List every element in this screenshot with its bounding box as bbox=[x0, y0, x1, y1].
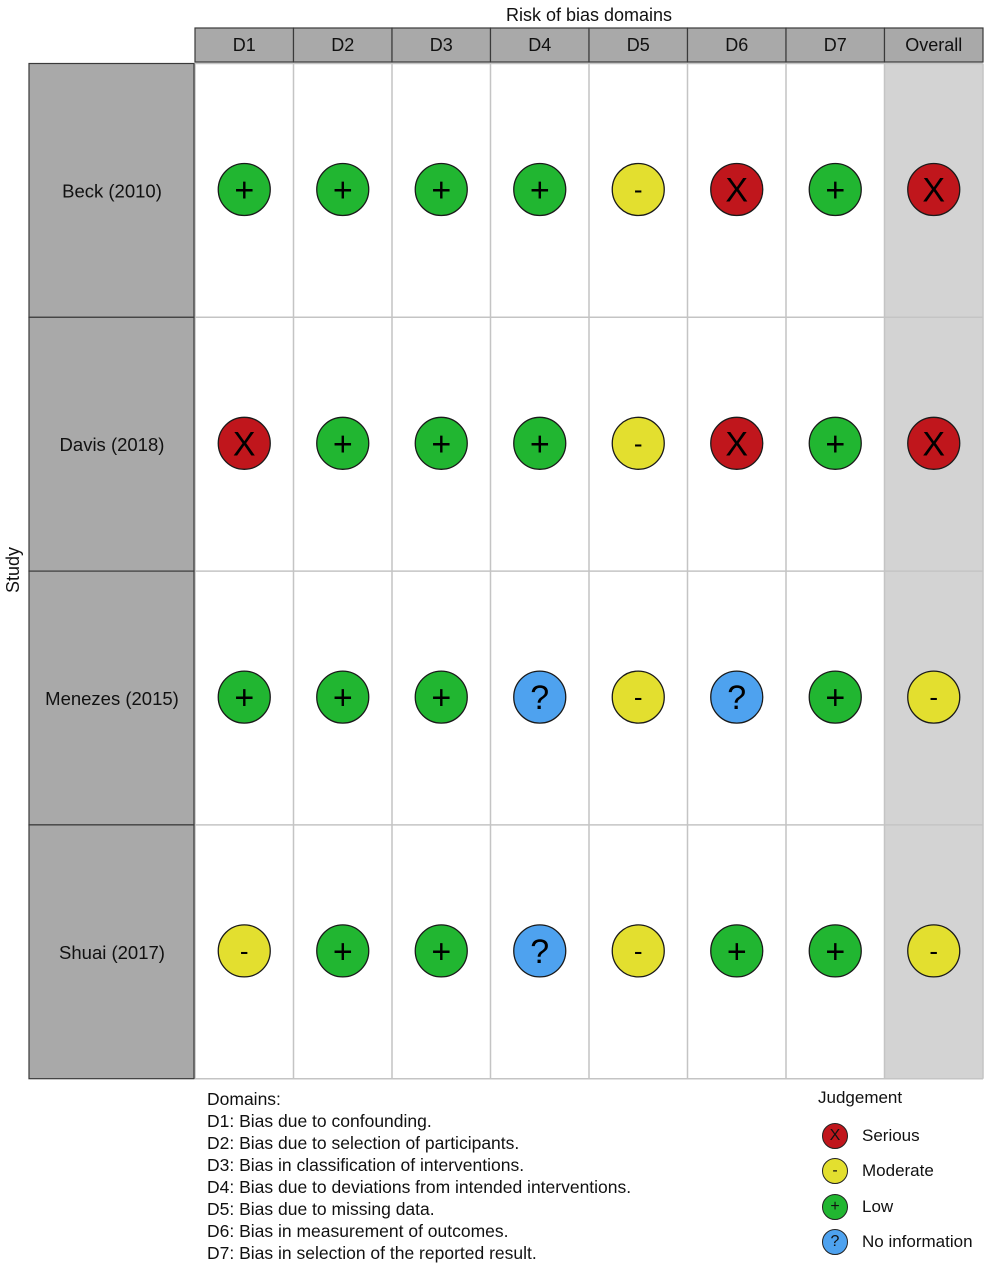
mark-low-d3-beck-2010 bbox=[415, 164, 467, 216]
legend-no-information-symbol: ? bbox=[830, 1233, 840, 1251]
legend-low-icon bbox=[822, 1194, 848, 1220]
mark-low-d1-beck-2010 bbox=[218, 164, 270, 216]
mark-symbol: + bbox=[825, 425, 846, 464]
study-label: Shuai (2017) bbox=[59, 941, 165, 963]
mark-serious-d6-davis-2018 bbox=[711, 417, 763, 469]
study-label: Beck (2010) bbox=[62, 180, 162, 202]
mark-symbol: + bbox=[825, 932, 846, 971]
legend-item-low bbox=[818, 1189, 973, 1225]
mark-moderate-overall-shuai-2017 bbox=[908, 925, 960, 977]
domain-item-d2: D2: Bias due to selection of participants. bbox=[207, 1133, 520, 1153]
mark-moderate-d1-shuai-2017 bbox=[218, 925, 270, 977]
mark-low-d7-beck-2010 bbox=[809, 164, 861, 216]
judgement-legend bbox=[818, 1088, 973, 1260]
legend-moderate-label: Moderate bbox=[862, 1161, 934, 1181]
domain-item-d1: D1: Bias due to confounding. bbox=[207, 1111, 432, 1131]
mark-symbol: X bbox=[725, 425, 749, 464]
mark-moderate-d5-shuai-2017 bbox=[612, 925, 664, 977]
header-label-d5: D5 bbox=[626, 35, 650, 55]
legend-item-no-information bbox=[818, 1225, 973, 1261]
legend-low-symbol: + bbox=[830, 1197, 840, 1215]
header-label-d7: D7 bbox=[823, 35, 847, 55]
legend-item-serious bbox=[818, 1118, 973, 1154]
mark-low-d2-menezes-2015 bbox=[317, 671, 369, 723]
legend-serious-symbol: X bbox=[829, 1126, 841, 1144]
mark-no-information-d4-shuai-2017 bbox=[514, 925, 566, 977]
mark-low-d6-shuai-2017 bbox=[711, 925, 763, 977]
judgement-legend-title: Judgement bbox=[818, 1088, 903, 1107]
mark-serious-overall-beck-2010 bbox=[908, 164, 960, 216]
mark-symbol: + bbox=[332, 679, 353, 718]
mark-symbol: - bbox=[239, 935, 249, 966]
mark-symbol: + bbox=[726, 932, 747, 971]
mark-moderate-d5-menezes-2015 bbox=[612, 671, 664, 723]
legend-item-moderate bbox=[818, 1154, 973, 1190]
mark-symbol: + bbox=[234, 679, 255, 718]
mark-low-d2-davis-2018 bbox=[317, 417, 369, 469]
mark-low-d7-shuai-2017 bbox=[809, 925, 861, 977]
domain-item-d4: D4: Bias due to deviations from intended interventions. bbox=[207, 1177, 632, 1197]
mark-moderate-overall-menezes-2015 bbox=[908, 671, 960, 723]
mark-symbol: ? bbox=[530, 932, 550, 971]
mark-symbol: - bbox=[929, 682, 939, 713]
mark-symbol: X bbox=[922, 171, 946, 210]
mark-symbol: X bbox=[232, 425, 256, 464]
mark-symbol: + bbox=[529, 171, 550, 210]
mark-symbol: ? bbox=[727, 679, 747, 718]
legend-serious-label: Serious bbox=[862, 1125, 920, 1145]
mark-serious-d6-beck-2010 bbox=[711, 164, 763, 216]
mark-moderate-d5-davis-2018 bbox=[612, 417, 664, 469]
legend-no-information-icon bbox=[822, 1229, 848, 1255]
mark-low-d4-davis-2018 bbox=[514, 417, 566, 469]
mark-symbol: + bbox=[332, 932, 353, 971]
header-label-d4: D4 bbox=[528, 35, 552, 55]
mark-serious-overall-davis-2018 bbox=[908, 417, 960, 469]
column-headers bbox=[195, 28, 983, 62]
mark-moderate-d5-beck-2010 bbox=[612, 164, 664, 216]
legend-no-information-label: No information bbox=[862, 1232, 973, 1252]
legend-moderate-icon bbox=[822, 1158, 848, 1184]
mark-low-d7-menezes-2015 bbox=[809, 671, 861, 723]
grid-cells bbox=[195, 64, 983, 1079]
mark-symbol: - bbox=[633, 682, 643, 713]
header-label-overall: Overall bbox=[905, 35, 963, 55]
chart-title: Risk of bias domains bbox=[505, 5, 673, 25]
mark-no-information-d6-menezes-2015 bbox=[711, 671, 763, 723]
legend-moderate-symbol: - bbox=[832, 1162, 838, 1180]
mark-low-d2-shuai-2017 bbox=[317, 925, 369, 977]
domain-item-d7: D7: Bias in selection of the reported result. bbox=[207, 1243, 537, 1263]
study-label: Menezes (2015) bbox=[45, 688, 179, 709]
domain-item-d3: D3: Bias in classification of interventions. bbox=[207, 1155, 525, 1175]
mark-symbol: ? bbox=[530, 679, 550, 718]
mark-low-d4-beck-2010 bbox=[514, 164, 566, 216]
legend-low-label: Low bbox=[862, 1196, 894, 1216]
mark-symbol: + bbox=[431, 171, 452, 210]
domain-item-d6: D6: Bias in measurement of outcomes. bbox=[207, 1221, 509, 1241]
mark-no-information-d4-menezes-2015 bbox=[514, 671, 566, 723]
mark-symbol: - bbox=[633, 935, 643, 966]
study-labels bbox=[29, 64, 194, 1079]
domains-legend bbox=[207, 1088, 631, 1264]
mark-symbol: X bbox=[922, 425, 946, 464]
mark-symbol: + bbox=[332, 171, 353, 210]
mark-symbol: X bbox=[725, 171, 749, 210]
header-label-d6: D6 bbox=[725, 35, 749, 55]
mark-low-d3-shuai-2017 bbox=[415, 925, 467, 977]
mark-low-d7-davis-2018 bbox=[809, 417, 861, 469]
mark-low-d3-menezes-2015 bbox=[415, 671, 467, 723]
domains-legend-title: Domains: bbox=[207, 1089, 281, 1109]
mark-symbol: + bbox=[431, 679, 452, 718]
mark-symbol: + bbox=[332, 425, 353, 464]
mark-symbol: + bbox=[431, 932, 452, 971]
mark-symbol: + bbox=[825, 171, 846, 210]
y-axis-label: Study bbox=[3, 546, 23, 594]
mark-low-d2-beck-2010 bbox=[317, 164, 369, 216]
header-label-d2: D2 bbox=[331, 35, 355, 55]
mark-symbol: - bbox=[633, 174, 643, 205]
mark-low-d1-menezes-2015 bbox=[218, 671, 270, 723]
header-label-d1: D1 bbox=[232, 35, 256, 55]
domain-item-d5: D5: Bias due to missing data. bbox=[207, 1199, 435, 1219]
mark-symbol: - bbox=[633, 428, 643, 459]
study-label: Davis (2018) bbox=[59, 434, 165, 456]
mark-symbol: - bbox=[929, 935, 939, 966]
mark-low-d3-davis-2018 bbox=[415, 417, 467, 469]
legend-serious-icon bbox=[822, 1123, 848, 1149]
mark-symbol: + bbox=[234, 171, 255, 210]
mark-symbol: + bbox=[825, 679, 846, 718]
mark-symbol: + bbox=[431, 425, 452, 464]
mark-serious-d1-davis-2018 bbox=[218, 417, 270, 469]
mark-symbol: + bbox=[529, 425, 550, 464]
header-label-d3: D3 bbox=[429, 35, 453, 55]
